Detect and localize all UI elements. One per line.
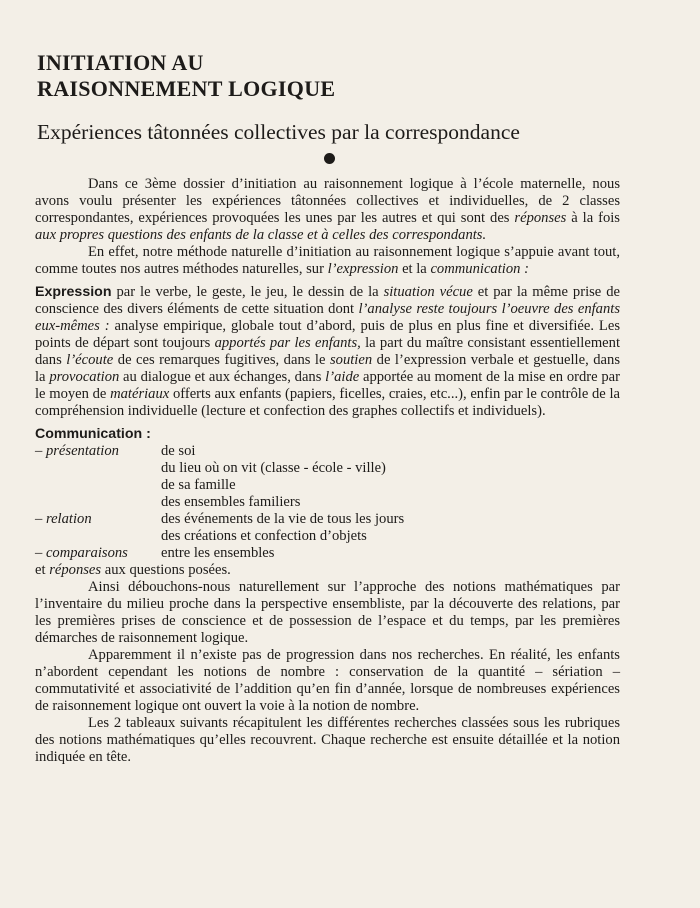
subtitle: Expériences tâtonnées collectives par la correspondance (37, 120, 520, 144)
expression-text-5: de ces remarques fugitives, dans le (113, 352, 330, 368)
expression-em-3: apportés par les enfants, (214, 335, 361, 351)
intro-text-a: Dans ce 3ème dossier d’initiation au raisonnement logique à l’école maternelle, nous avons voulu présenter les expériences tâtonnées collectives et individuelles, de 2 classes correspondantes, expériences provoquées les unes par les autres et qui sont des (35, 176, 620, 226)
expression-em-8: matériaux (110, 386, 170, 402)
list-item-label (35, 528, 161, 545)
communication-list (35, 443, 620, 562)
communication-tail (35, 562, 620, 579)
expression-text-7: au dialogue et aux échanges, dans (119, 369, 326, 385)
title-line-2: RAISONNEMENT LOGIQUE (37, 76, 336, 101)
list-item-value: des créations et confection d’objets (161, 528, 367, 544)
title-line-1: INITIATION AU (37, 50, 204, 75)
expression-text-2: et par la même prise de conscience des divers éléments de cette situation dont (35, 284, 620, 317)
list-item-value: des ensembles familiers (161, 494, 301, 510)
list-item-value: du lieu où on vit (classe - école - ville) (161, 460, 386, 476)
expression-em-6: provocation (49, 369, 120, 385)
expression-em-4: l’écoute (66, 352, 114, 368)
method-paragraph (35, 244, 620, 278)
list-item-value: entre les ensembles (161, 545, 275, 561)
paragraph-approach: Ainsi débouchons-nous naturellement sur l’approche des notions mathématiques par l’inventaire du milieu proche dans la perspective ensembliste, par la découverte des relations, par les premières prises de conscience et de possession de l’espace et du temps, par les premières démarches de raisonnement logique. (35, 579, 620, 646)
list-item-label: – relation (35, 511, 92, 527)
method-text-c: et la (398, 261, 431, 277)
list-item-value: de sa famille (161, 477, 236, 493)
list-item (35, 545, 620, 562)
list-item (35, 511, 620, 528)
list-item (35, 528, 620, 545)
list-item-value: des événements de la vie de tous les jours (161, 511, 405, 527)
paragraph-tables: Les 2 tableaux suivants récapitulent les différentes recherches classées sous les rubriques des notions mathématiques qu’elles recouvrent. Chaque recherche est ensuite détaillée et la notion indiquée en tête. (35, 715, 620, 765)
expression-text-9: offerts aux enfants (papiers, ficelles, craies, etc...), enfin par le contrôle de la compréhension individuelle (lecture et confection des graphes collectifs et individuels). (35, 386, 620, 419)
list-item-label (35, 477, 161, 494)
tail-post: aux questions posées. (101, 562, 231, 578)
page-title (37, 50, 335, 102)
intro-text-c: à la fois (566, 210, 620, 226)
method-text-a: En effet, notre méthode naturelle d’initiation au raisonnement logique s’appuie avant tout, comme toutes nos autres méthodes naturelles, sur (35, 244, 620, 277)
method-em-communication: communication : (430, 261, 529, 277)
list-item (35, 494, 620, 511)
list-item-value: de soi (161, 443, 196, 459)
intro-em-responses: réponses (514, 210, 567, 226)
tail-em-responses: réponses (49, 562, 102, 578)
intro-paragraph (35, 176, 620, 244)
communication-label: Communication : (35, 426, 151, 442)
list-item-label: – comparaisons (35, 545, 128, 561)
expression-paragraph (35, 284, 620, 420)
list-item (35, 460, 620, 477)
method-em-expression: l’expression (327, 261, 399, 277)
expression-text-8: apportée au moment de la mise en ordre par le moyen de (35, 369, 621, 402)
tail-pre: et (35, 562, 50, 578)
expression-em-7: l’aide (325, 369, 360, 385)
expression-text-1: par le verbe, le geste, le jeu, le dessin de la (111, 284, 384, 300)
expression-em-1: situation vécue (383, 284, 473, 300)
communication-heading (35, 426, 620, 443)
list-item-label (35, 494, 161, 511)
body-text (35, 176, 620, 766)
intro-em-questions: aux propres questions des enfants de la classe et à celles des correspondants. (35, 227, 487, 243)
expression-text-3: analyse empirique, globale tout d’abord, puis de plus en plus fine et diversifiée. Les points de départ sont toujours (35, 318, 620, 351)
expression-text-6: de l’expression verbale et gestuelle, dans la (35, 352, 620, 385)
list-item (35, 443, 620, 460)
list-item-label (35, 460, 161, 477)
paragraph-progression: Apparemment il n’existe pas de progression dans nos recherches. En réalité, les enfants n’abordent cependant les notions de nombre : conservation de la quantité – sériation – commutativité et associativité de l’addition qu’en fin d’année, lorsque de nombreuses expériences de raisonnement logique ont ouvert la voie à la notion de nombre. (35, 647, 620, 714)
expression-label: Expression (35, 284, 112, 300)
expression-em-5: soutien (329, 352, 373, 368)
expression-text-4: la part du maître consistant essentiellement dans (35, 335, 620, 368)
list-item (35, 477, 620, 494)
expression-em-2: l’analyse reste toujours l’oeuvre des enfants eux-mêmes : (35, 301, 620, 334)
list-item-label: – présentation (35, 443, 119, 459)
bullet-dot (324, 153, 335, 164)
